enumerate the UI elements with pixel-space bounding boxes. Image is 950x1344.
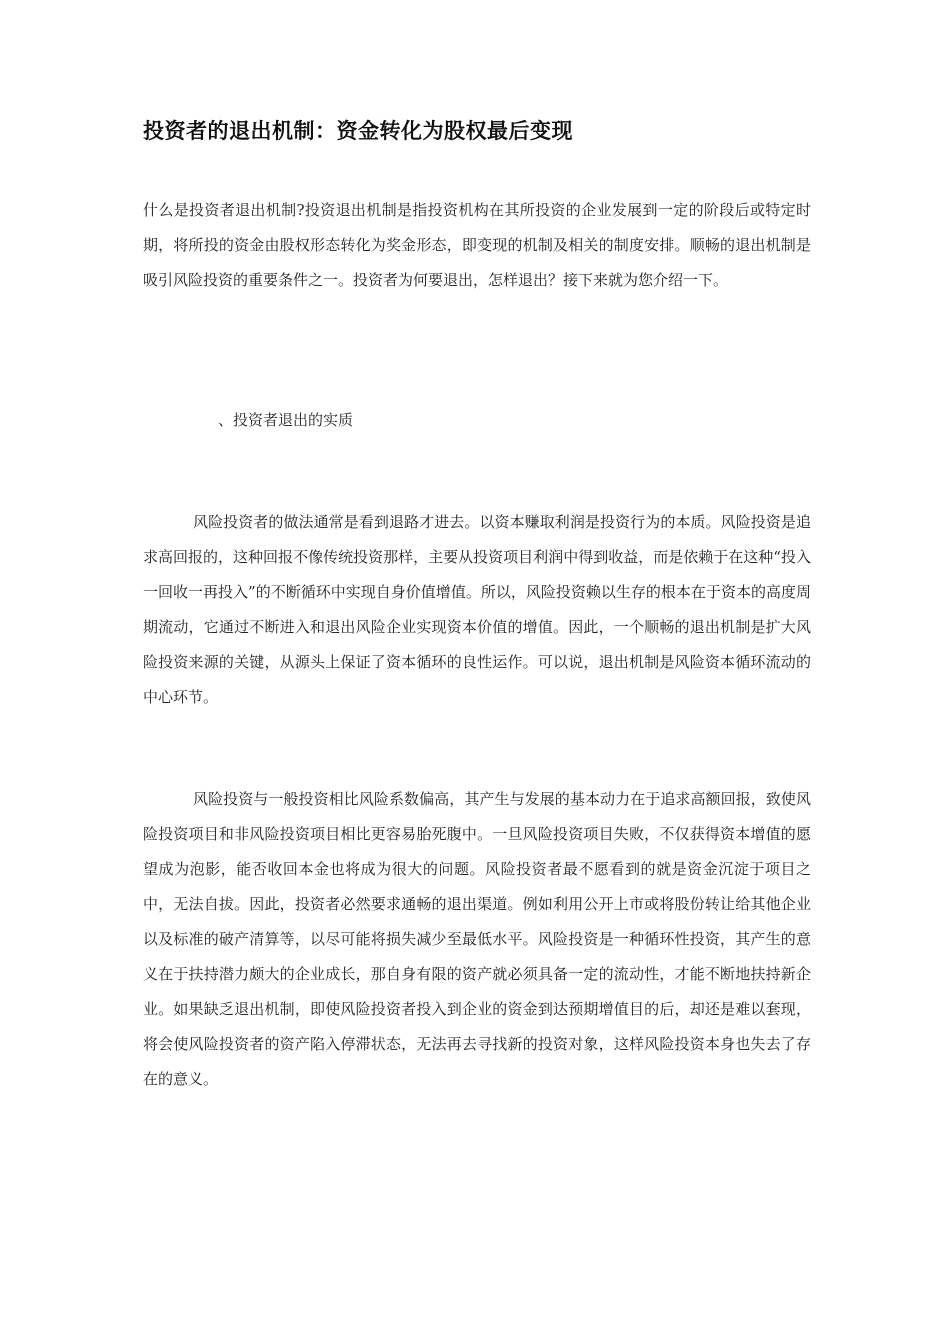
body-paragraph-2: 风险投资与一般投资相比风险系数偏高，其产生与发展的基本动力在于追求高额回报，致使风险投资项目和非风险投资项目相比更容易胎死腹中。一旦风险投资项目失败，不仅获得资本增值的愿望成为泡影，能否收回本金也将成为很大的问题。风险投资者最不愿看到的就是资金沉淀于项目之中，无法自拔。因此，投资者必然要求通畅的退出渠道。例如利用公开上市或将股份转让给其他企业以及标准的破产清算等，以尽可能将损失减少至最低水平。风险投资是一种循环性投资，其产生的意义在于扶持潜力颇大的企业成长，那自身有限的资产就必须具备一定的流动性，才能不断地扶持新企业。如果缺乏退出机制，即使风险投资者投入到企业的资金到达预期增值目的后，却还是难以套现，将会使风险投资者的资产陷入停滞状态，无法再去寻找新的投资对象，这样风险投资本身也失去了存在的意义。 [143, 790, 811, 1088]
document-title: 投资者的退出机制：资金转化为股权最后变现 [143, 119, 573, 143]
section-heading: 、投资者退出的实质 [218, 411, 354, 429]
intro-paragraph: 什么是投资者退出机制?投资退出机制是指投资机构在其所投资的企业发展到一定的阶段后或特定时期，将所投的资金由股权形态转化为奖金形态，即变现的机制及相关的制度安排。顺畅的退出机制是吸引风险投资的重要条件之一。投资者为何要退出，怎样退出？接下来就为您介绍一下。 [143, 201, 811, 289]
body-paragraph-1: 风险投资者的做法通常是看到退路才进去。以资本赚取利润是投资行为的本质。风险投资是追求高回报的，这种回报不像传统投资那样，主要从投资项目利润中得到收益，而是依赖于在这种“投入一回收一再投入”的不断循环中实现自身价值增值。所以，风险投资赖以生存的根本在于资本的高度周期流动，它通过不断进入和退出风险企业实现资本价值的增值。因此，一个顺畅的退出机制是扩大风险投资来源的关键，从源头上保证了资本循环的良性运作。可以说，退出机制是风险资本循环流动的中心环节。 [143, 513, 811, 706]
